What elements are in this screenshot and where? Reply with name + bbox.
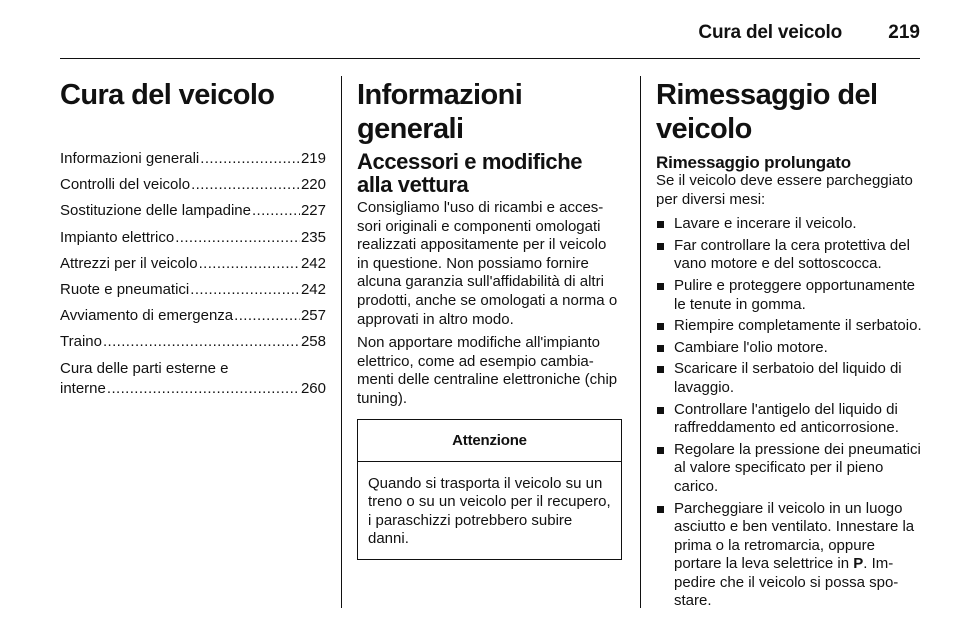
section-title: Rimessaggio del veicolo: [656, 79, 878, 145]
toc-entry[interactable]: [60, 280, 326, 300]
toc-leader-dots: [175, 228, 300, 248]
toc-entry[interactable]: [60, 228, 326, 248]
subsection-title: Rimessaggio prolungato: [656, 153, 851, 172]
toc-entry-label: Impianto elettrico: [60, 228, 175, 246]
bullet-square-icon: [657, 506, 664, 513]
paragraph: Consigliamo l'uso di ricambi e accessori originali e componenti omologati realizzati appositamente per il veicolo in questione. Non possiamo fornire alcuna garanzia sull'affidabilità di altri prodotti, anche se omologati a norma o approvati in altro modo.: [357, 199, 618, 328]
bullet-square-icon: [657, 323, 664, 330]
list-item: [656, 339, 922, 358]
list-item: [656, 277, 922, 314]
page-number: 219: [888, 22, 920, 43]
running-header: [60, 16, 920, 60]
list-item-text: Scaricare il serbatoio del liquido di lavaggio.: [674, 360, 902, 396]
bullet-square-icon: [657, 345, 664, 352]
toc-entry-label: Avviamento di emergenza: [60, 307, 234, 325]
list-item-text: Regolare la pressione dei pneumatici al valore specificato per il pieno carico.: [674, 440, 921, 495]
header-rule: [60, 58, 920, 59]
toc-entry-label: Ruote e pneumatici: [60, 280, 190, 298]
chapter-title: Cura del veicolo: [60, 79, 275, 111]
list-item-text: Lavare e incerare il veicolo.: [674, 215, 857, 233]
toc-entry[interactable]: [60, 175, 326, 195]
toc-entry-label-line1: Cura delle parti esterne e: [60, 359, 229, 377]
list-item-text: Riempire completamente il serbatoio.: [674, 317, 922, 335]
storage-checklist: [656, 215, 922, 611]
list-item-text: Cambiare l'olio motore.: [674, 338, 828, 356]
bullet-square-icon: [657, 243, 664, 250]
list-item: [656, 401, 922, 438]
toc-leader-dots: [191, 175, 300, 195]
warning-box: [357, 419, 622, 560]
column-general-info: [357, 78, 622, 560]
bullet-square-icon: [657, 407, 664, 414]
toc-leader-dots: [252, 201, 300, 221]
toc-entry-label: Informazioni generali: [60, 150, 200, 167]
toc-entry-page: 257: [300, 307, 326, 325]
list-item: [656, 237, 922, 274]
list-item: [656, 500, 922, 612]
toc-entry-label-line2: interne: [60, 379, 106, 397]
toc-leader-dots: [107, 379, 300, 399]
list-item-text: [674, 500, 914, 610]
bullet-square-icon: [657, 366, 664, 373]
toc-entry-page: 242: [300, 280, 326, 298]
toc-entry-label: Controlli del veicolo: [60, 176, 191, 194]
list-item-text-part: Parcheggiare il veicolo in un luogo asciutto e ben ventilato. Innestare la prima o la retromarcia, oppure portare la leva selettrice in: [674, 499, 915, 573]
toc-entry-page: 220: [300, 176, 326, 194]
list-item: [656, 215, 922, 234]
column-divider-1: [341, 76, 342, 608]
toc-entry-line2: [60, 379, 326, 399]
toc-entry[interactable]: [60, 306, 326, 326]
toc-entry-page: 219: [300, 150, 326, 167]
gear-position-p: P: [853, 555, 864, 573]
section-title: Informazioni generali: [357, 79, 523, 145]
toc-leader-dots: [103, 332, 300, 352]
toc-leader-dots: [200, 149, 300, 169]
bullet-square-icon: [657, 283, 664, 290]
bullet-square-icon: [657, 221, 664, 228]
toc-entry-label: Sostituzione delle lampadine: [60, 202, 251, 220]
list-item: [656, 441, 922, 497]
column-toc: [60, 78, 326, 399]
toc-leader-dots: [190, 280, 300, 300]
list-item-text: Controllare l'antigelo del liquido di raffreddamento ed anticorrosione.: [674, 400, 899, 437]
toc-entry-page: 242: [300, 254, 326, 272]
header-title: Cura del veicolo: [698, 22, 842, 43]
toc-entry[interactable]: [60, 332, 326, 352]
toc-entry-page: 227: [300, 202, 326, 220]
table-of-contents: [60, 149, 326, 399]
list-item: [656, 360, 922, 397]
column-storage: [656, 78, 922, 614]
toc-entry-page: 258: [300, 333, 326, 351]
warning-heading: Attenzione: [358, 420, 621, 462]
list-item-text-part: . Impedire che il veicolo si possa spostare.: [674, 555, 899, 610]
paragraph: Se il veicolo deve essere parcheggiato per diversi mesi:: [656, 172, 913, 208]
toc-entry[interactable]: [60, 254, 326, 274]
warning-text: Quando si trasporta il veicolo su un treno o su un veicolo per il recupero, i paraschizzi potrebbero subire danni.: [368, 474, 611, 548]
list-item-text: Far controllare la cera protettiva del vano motore e del sottoscocca.: [674, 236, 910, 273]
toc-entry[interactable]: [60, 149, 326, 169]
toc-entry-label: Traino: [60, 333, 102, 351]
bullet-square-icon: [657, 447, 664, 454]
toc-entry-page: 235: [300, 228, 326, 246]
list-item-text: Pulire e proteggere opportunamente le tenute in gomma.: [674, 276, 915, 313]
toc-entry[interactable]: [60, 359, 326, 399]
subsection-title: Accessori e modifiche alla vettura: [357, 149, 583, 197]
list-item: [656, 317, 922, 336]
toc-leader-dots: [199, 254, 300, 274]
column-divider-2: [640, 76, 641, 608]
paragraph: Non apportare modifiche all'impianto elettrico, come ad esempio cambiamenti delle centraline elettroniche (chip tuning).: [357, 334, 618, 407]
toc-entry-page: 260: [300, 379, 326, 397]
toc-entry-label: Attrezzi per il veicolo: [60, 254, 198, 272]
toc-leader-dots: [234, 306, 300, 326]
toc-entry[interactable]: [60, 201, 326, 221]
